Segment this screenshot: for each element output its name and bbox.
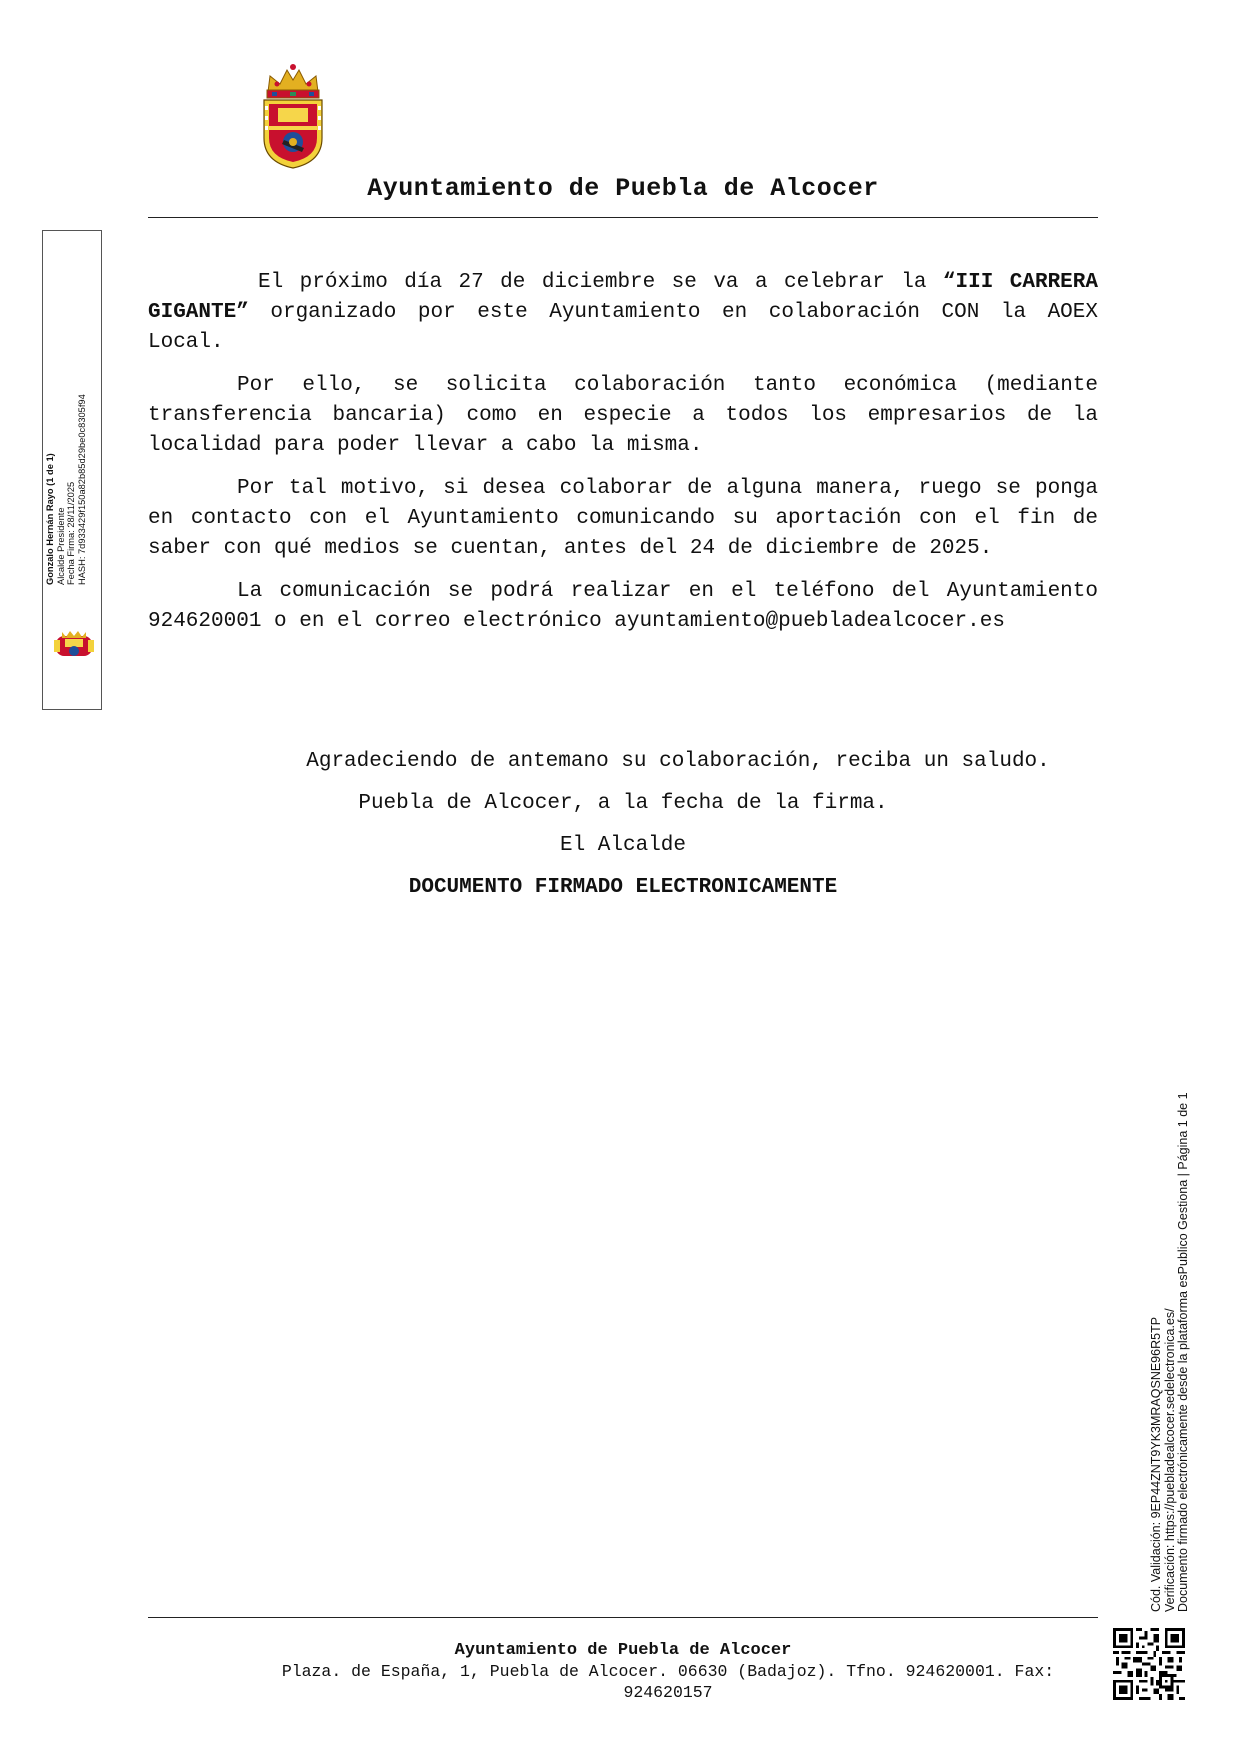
signer-role: Alcalde Presidente: [55, 507, 66, 585]
closing-place-date: Puebla de Alcocer, a la fecha de la firma.: [358, 792, 888, 815]
verification-url: Verificación: https://puebladealcocer.sedelectronica.es/: [1162, 1308, 1177, 1612]
paragraph-1-text-start: El próximo día 27 de diciembre se va a celebrar la: [258, 271, 943, 294]
platform-note: Documento firmado electrónicamente desde la plataforma esPublico Gestiona | Página 1 de 1: [1176, 1092, 1190, 1612]
footer-title: Ayuntamiento de Puebla de Alcocer: [454, 1641, 792, 1660]
closing-greeting: Agradeciendo de antemano su colaboración, reciba un saludo.: [306, 750, 1050, 773]
paragraph-2: Por ello, se solicita colaboración tanto económica (mediante transferencia bancaria) como en especie a todos los empresarios de la localidad para poder llevar a cabo la misma.: [148, 374, 1098, 457]
verification-strip: [1150, 1092, 1191, 1612]
paragraph-3: Por tal motivo, si desea colaborar de alguna manera, ruego se ponga en contacto con el Ayuntamiento comunicando su aportación con el fin de saber con qué medios se cuentan, antes del 24 de diciembre de 2025.: [148, 477, 1098, 560]
footer: [148, 1640, 1098, 1703]
paragraph-4: La comunicación se podrá realizar en el teléfono del Ayuntamiento 924620001 o en el correo electrónico ayuntamiento@puebladealcocer.es: [148, 580, 1098, 633]
event-name: “III CARRERA GIGANTE”: [148, 271, 1098, 324]
page-title: Ayuntamiento de Puebla de Alcocer: [367, 174, 879, 203]
letter-body: [148, 268, 1098, 650]
validation-code: Cód. Validación: 9EP44ZNT9YK3MRAQSNE96R5TP: [1149, 1316, 1163, 1612]
closing-signer: El Alcalde: [559, 834, 687, 857]
footer-divider: [148, 1617, 1098, 1618]
paragraph-1: [148, 268, 1098, 358]
footer-address: Plaza. de España, 1, Puebla de Alcocer. 06630 (Badajoz). Tfno. 924620001. Fax: 924620157: [281, 1662, 1055, 1702]
signer-name: Gonzalo Hernán Rayo (1 de 1): [45, 453, 55, 585]
header-divider: [148, 217, 1098, 218]
signature-details: [45, 394, 87, 585]
signature-hash: HASH: 7d933429f150a82b85d29be0c8305f94: [76, 394, 87, 585]
qr-code-icon: [1113, 1628, 1185, 1700]
signature-crest-icon: [52, 630, 96, 660]
paragraph-1-text-end: organizado por este Ayuntamiento en colaboración CON la AOEX Local.: [148, 301, 1098, 354]
coat-of-arms-icon: [260, 62, 326, 170]
signature-date: Fecha Firma: 28/11/2025: [66, 481, 76, 585]
signed-electronically-note: DOCUMENTO FIRMADO ELECTRONICAMENTE: [408, 876, 838, 899]
